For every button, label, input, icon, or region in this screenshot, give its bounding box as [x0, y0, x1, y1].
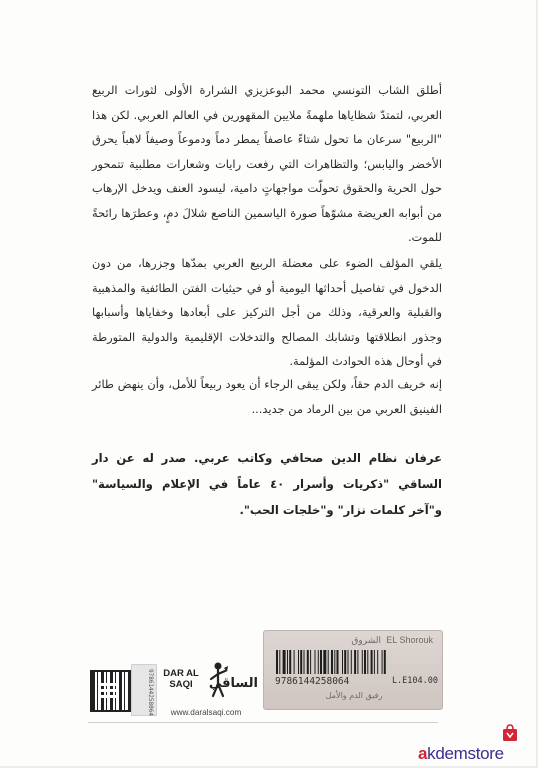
- publisher-logo-latin: DAR AL SAQI: [163, 668, 199, 690]
- barcode-bar: [348, 650, 349, 674]
- barcode-icon: [276, 650, 432, 674]
- barcode-bar: [354, 650, 356, 674]
- barcode-bar: [364, 650, 366, 674]
- barcode-bar: [334, 650, 335, 674]
- barcode-bar: [304, 650, 305, 674]
- barcode-bar: [328, 650, 329, 674]
- barcode-bar: [300, 650, 302, 674]
- publisher-logo-arabic: الساقي: [208, 676, 258, 691]
- barcode-bar: [279, 650, 280, 674]
- barcode-bar: [351, 650, 352, 674]
- publisher-website[interactable]: www.daralsaqi.com: [170, 708, 242, 717]
- author-bio: عرفان نظام الدين صحافي وكاتب عربي. صدر له عن دار الساقي "ذكريات وأسرار ٤٠ عاماً في الإعلام والسياسة" و"آخر كلمات نزار" و"خلجات الحب".: [92, 451, 442, 517]
- barcode-bar: [294, 650, 295, 674]
- barcode-bar: [315, 650, 316, 674]
- barcode-bar: [344, 650, 346, 674]
- barcode-bar: [287, 650, 288, 674]
- barcode-bar: [320, 650, 322, 674]
- store-watermark: [418, 744, 538, 764]
- synopsis-paragraph-1: أطلق الشاب التونسي محمد البوعزيزي الشرارة الأولى لثورات الربيع العربي، لتمتدّ شظاياها ملهمةً ملايين المقهورين في العالم العربي. لكن هذا "الربيع" سرعان ما تحول شتاءً عاصفاً يمطر دماً ودموعاً وصيفاً لاهباً يحرق الأخضر واليابس؛ والتظاهرات التي رفعت رايات وشعارات مطلبية تتمحور حول الحرية والحقوق تحولّت مواجهاتٍ دامية، ليسود العنف ويدخل الإرهاب من أبوابه العريضة مشوّهاً صورة الياسمين الناصع شلالَ دمٍ، وعطرَها رائحةً للموت.: [92, 83, 442, 244]
- barcode-bar: [342, 650, 343, 674]
- barcode-bar: [367, 650, 368, 674]
- barcode-bar: [318, 650, 319, 674]
- barcode-bar: [323, 650, 326, 674]
- barcode-bar: [362, 650, 363, 674]
- barcode-bar: [283, 650, 286, 674]
- synopsis-paragraph-3: إنه خريف الدم حقاً، ولكن يبقى الرجاء أن يعود ربيعاً للأمل، وأن ينهض طائر الفينيق العربي من بين الرماد من جديد...: [92, 377, 442, 416]
- sticker-store-arabic: الشروق: [351, 635, 381, 645]
- store-name: kdemstore: [427, 744, 504, 763]
- barcode-bar: [357, 650, 358, 674]
- barcode-bar: [374, 650, 375, 674]
- qr-code-icon: [90, 670, 132, 712]
- store-prefix: a: [418, 744, 428, 763]
- barcode-bar: [289, 650, 291, 674]
- barcode-bar: [298, 650, 299, 674]
- barcode-bar: [331, 650, 333, 674]
- barcode-bar: [276, 650, 278, 674]
- barcode-bar: [377, 650, 378, 674]
- price-label: L.E104.00: [391, 676, 438, 686]
- sticker-footer: رفيق الدم والأمل: [325, 691, 383, 700]
- sticker-header: [270, 634, 435, 648]
- barcode-bar: [384, 650, 386, 674]
- barcode-bar: [310, 650, 311, 674]
- synopsis-paragraph-2: يلقي المؤلف الضوء على معضلة الربيع العربي بمدّها وجزرها، من دون الدخول في تفاصيل أحداثها اليومية أو في حيثيات الفتن الطائفية والمذهبية والقبلية والعرقية، وذلك من أجل التركيز على أبعادها وخفاياها وأسبابها وجذور انطلاقتها وتشابك المصالح والتدخلات الإقليمية والدولية المتورطة في أوحال هذه الحوادث المؤلمة.: [92, 256, 442, 368]
- shopping-bag-icon: [500, 723, 520, 743]
- divider: [88, 722, 438, 723]
- barcode-number: 9786144258064: [275, 676, 350, 687]
- barcode-bar: [307, 650, 309, 674]
- isbn-strip-text: 9786144258064: [147, 669, 154, 716]
- sticker-store-latin: EL Shorouk: [386, 635, 433, 645]
- barcode-bar: [371, 650, 373, 674]
- barcode-bar: [382, 650, 383, 674]
- barcode-bar: [337, 650, 339, 674]
